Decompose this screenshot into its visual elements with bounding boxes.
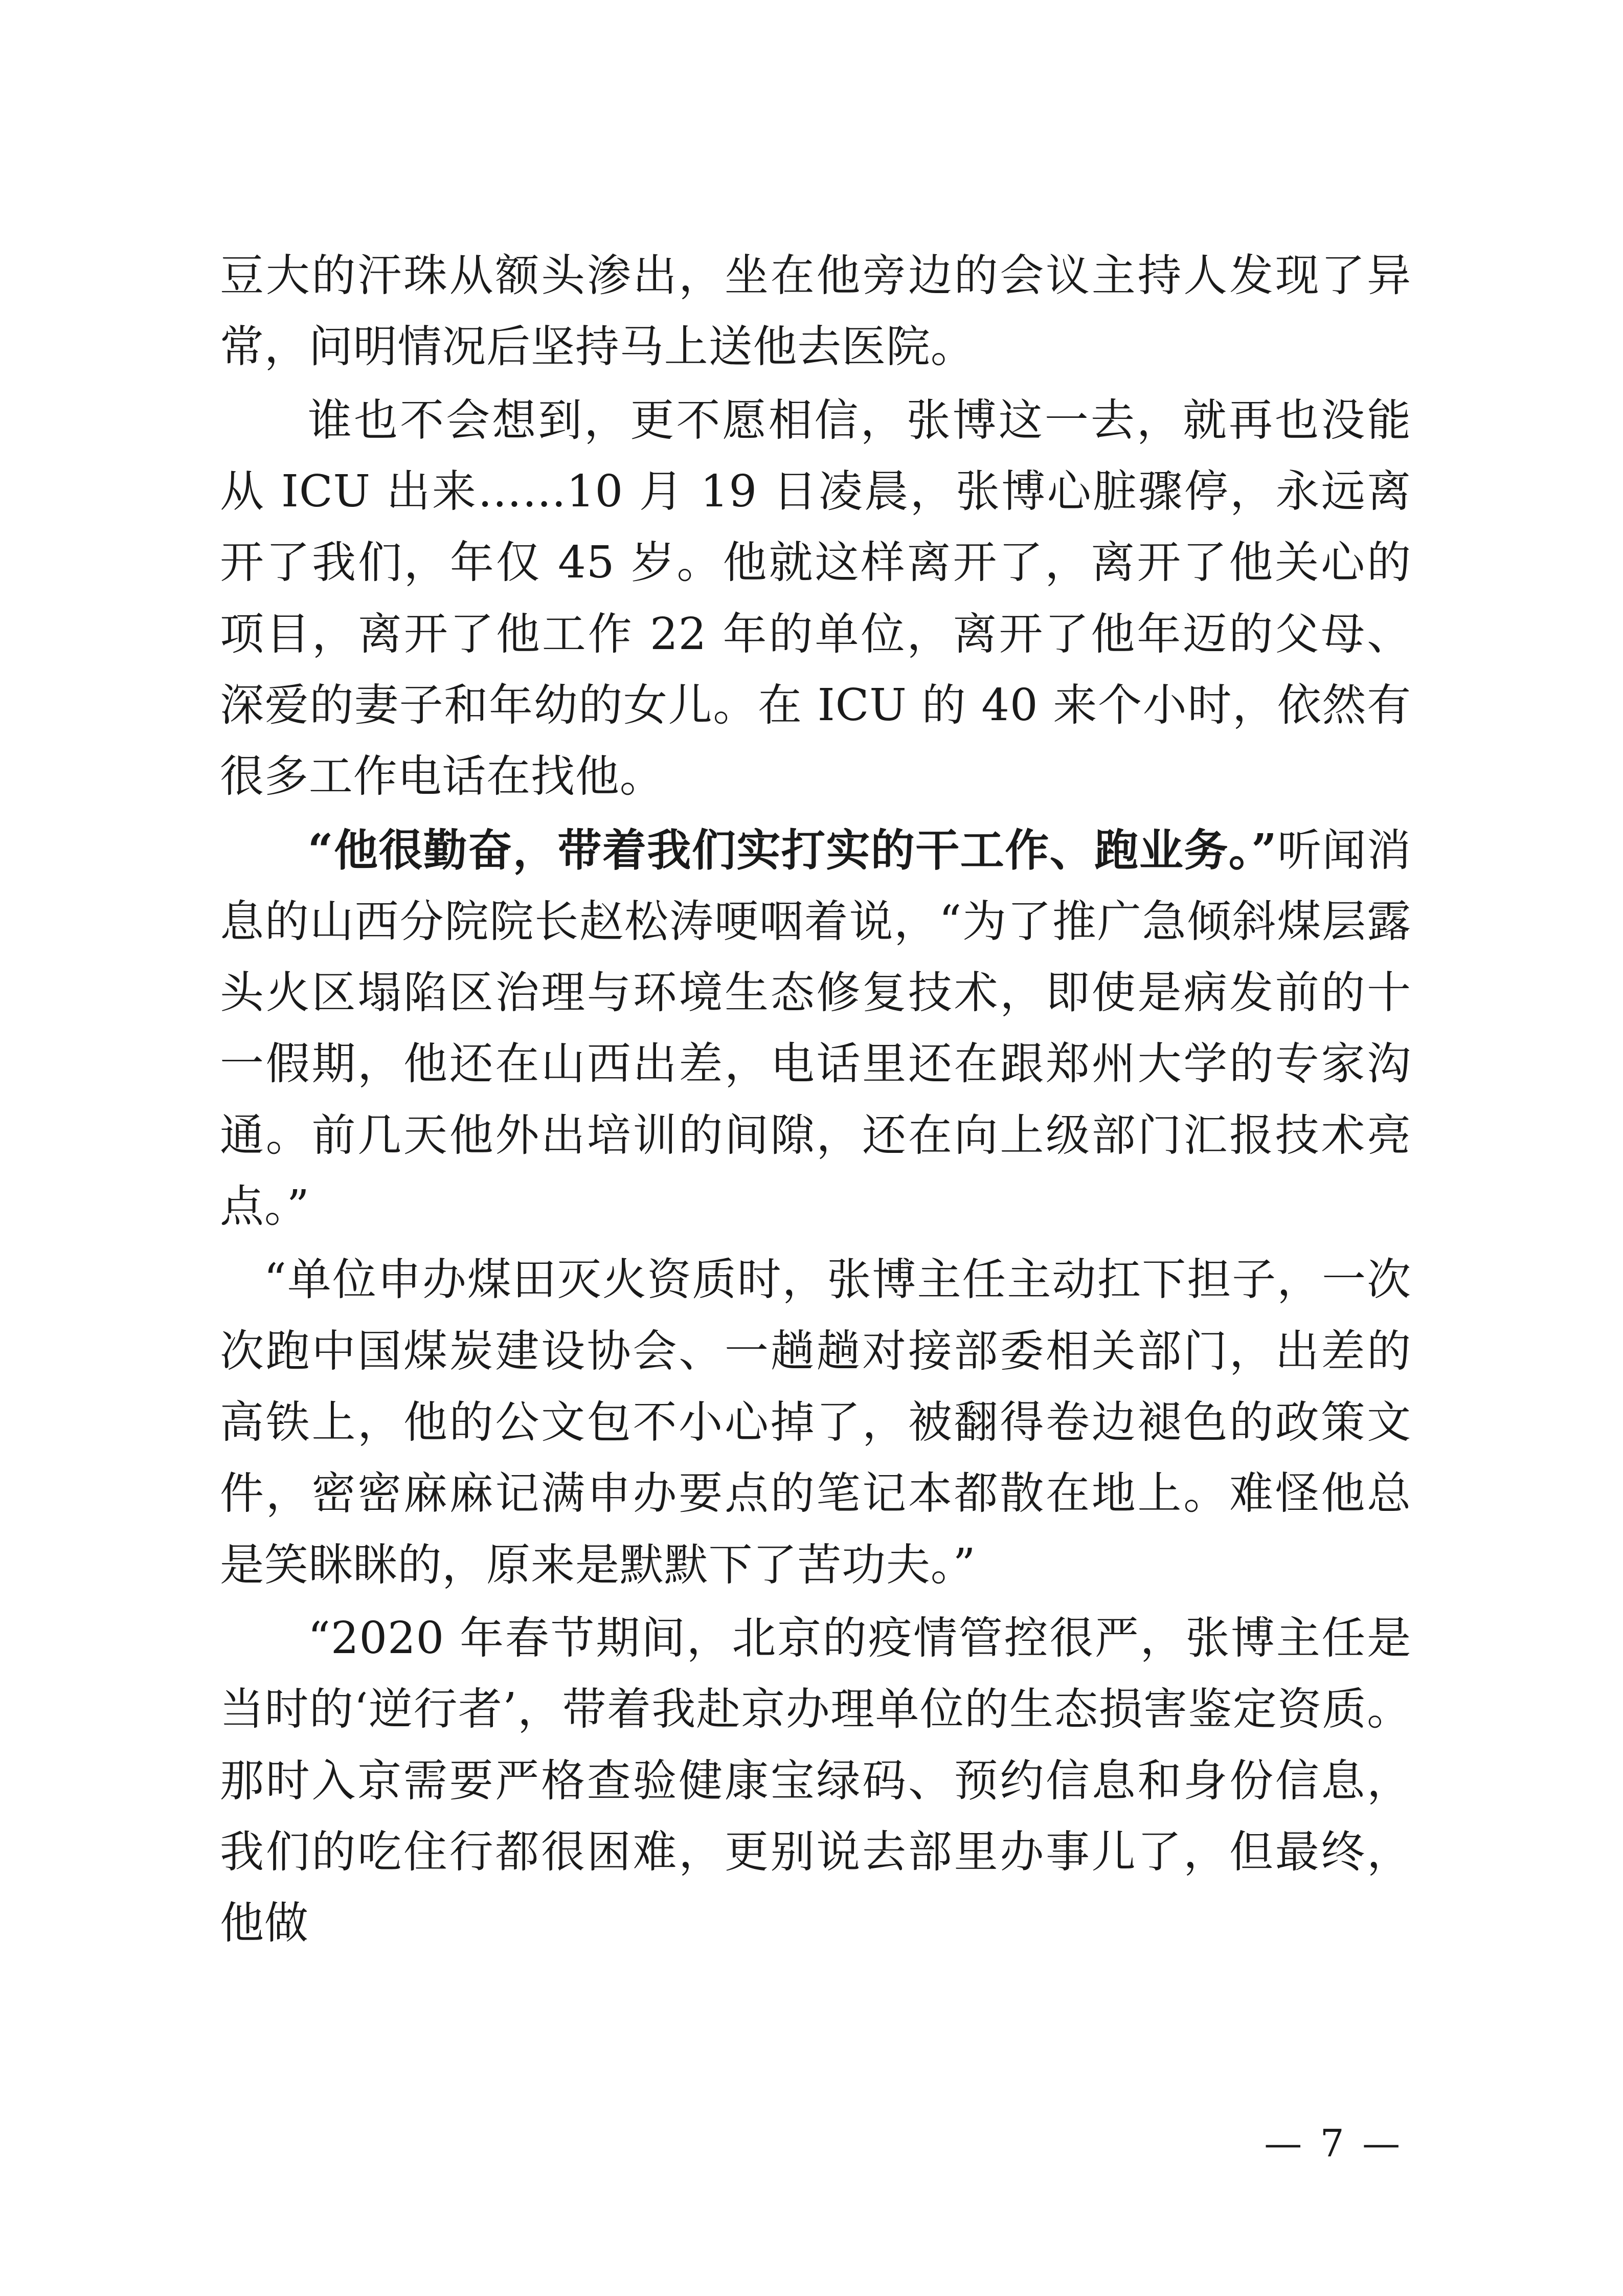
paragraph-3-lead: “他很勤奋，带着我们实打实的干工作、跑业务。”	[308, 824, 1277, 876]
paragraph-1: 豆大的汗珠从额头渗出，坐在他旁边的会议主持人发现了异常，问明情况后坚持马上送他去医院。	[220, 250, 1411, 373]
paragraph-5: “2020 年春节期间，北京的疫情管控很严，张博主任是当时的‘逆行者’，带着我赴京办理单位的生态损害鉴定资质。那时入京需要严格查验健康宝绿码、预约信息和身份信息，我们的吃住行都很困难，更别说去部里办事儿了，但最终，他做	[220, 1612, 1411, 1949]
paragraph-3	[220, 815, 1411, 1243]
page-body	[220, 240, 1411, 1961]
paragraph-2: 谁也不会想到，更不愿相信，张博这一去，就再也没能从 ICU 出来……10 月 19 日凌晨，张博心脏骤停，永远离开了我们，年仅 45 岁。他就这样离开了，离开了他关心的项目，离开了他工作 22 年的单位，离开了他年迈的父母、深爱的妻子和年幼的女儿。在 ICU 的 40 来个小时，依然有很多工作电话在找他。	[220, 394, 1411, 803]
paragraph-3-body: 听闻消息的山西分院院长赵松涛哽咽着说，“为了推广急倾斜煤层露头火区塌陷区治理与环境生态修复技术，即使是病发前的十一假期，他还在山西出差，电话里还在跟郑州大学的专家沟通。前几天他外出培训的间隙，还在向上级部门汇报技术亮点。”	[220, 824, 1411, 1233]
page-number: — 7 —	[1264, 2122, 1403, 2166]
paragraph-4: “单位申办煤田灭火资质时，张博主任主动扛下担子，一次次跑中国煤炭建设协会、一趟趟对接部委相关部门，出差的高铁上，他的公文包不小心掉了，被翻得卷边褪色的政策文件，密密麻麻记满申办要点的笔记本都散在地上。难怪他总是笑眯眯的，原来是默默下了苦功夫。”	[220, 1254, 1411, 1591]
